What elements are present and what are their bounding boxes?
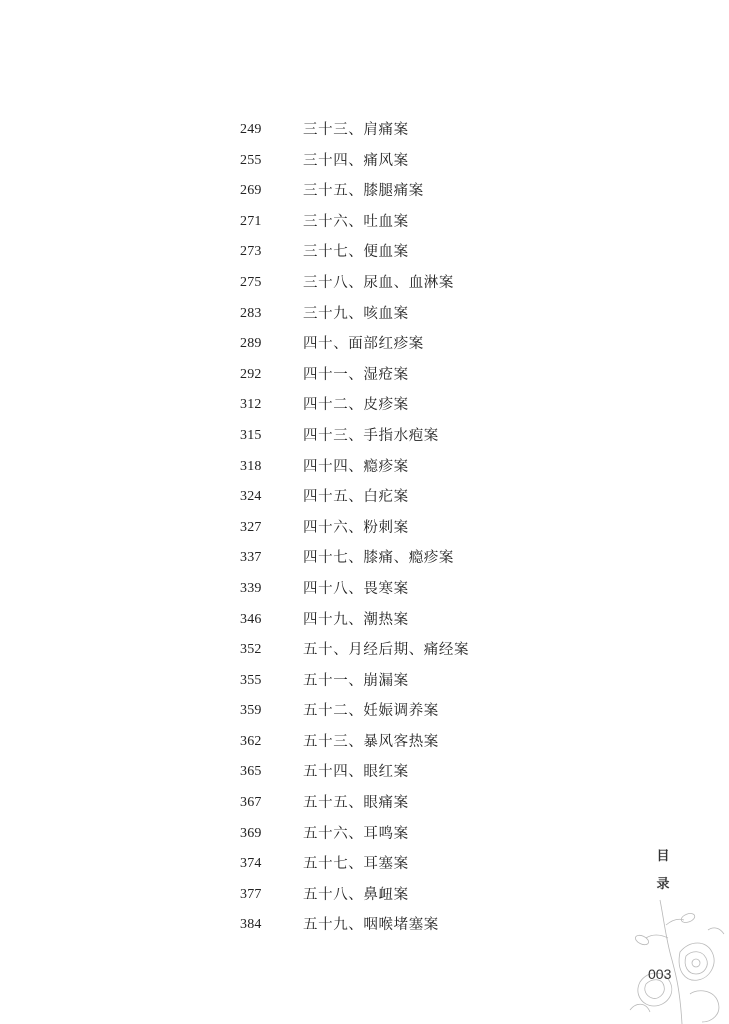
toc-title: 四十七、膝痛、瘾疹案 [303,550,454,567]
toc-page-number: 292 [240,366,262,382]
toc-page-number: 273 [240,244,262,260]
toc-entry[interactable] [240,421,660,452]
toc-page-number: 374 [240,856,262,872]
toc-title: 五十一、崩漏案 [303,672,409,689]
section-label-char: 录 [656,877,670,892]
toc-page-number: 312 [240,397,262,413]
toc-title: 四十六、粉刺案 [303,519,409,536]
toc-title: 三十三、肩痛案 [303,122,409,138]
toc-page-number: 283 [240,305,262,321]
section-label-char: 目 [656,849,670,864]
toc-page-number: 384 [240,917,262,933]
toc-title: 三十九、咳血案 [303,305,409,322]
toc-title: 四十五、白疕案 [303,489,409,506]
toc-entry[interactable] [240,757,660,788]
table-of-contents [240,115,660,941]
toc-title: 三十五、膝腿痛案 [303,183,424,200]
toc-entry[interactable] [240,727,660,758]
toc-entry[interactable] [240,207,660,238]
toc-entry[interactable] [240,360,660,391]
toc-title: 五十三、暴风客热案 [303,733,439,750]
toc-page-number: 339 [240,580,262,596]
toc-title: 五十、月经后期、痛经案 [303,642,470,659]
toc-title: 五十二、妊娠调养案 [303,703,439,720]
toc-title: 四十、面部红疹案 [303,336,424,353]
toc-title: 三十七、便血案 [303,244,409,261]
toc-entry[interactable] [240,666,660,697]
toc-entry[interactable] [240,605,660,636]
toc-entry[interactable] [240,115,660,146]
toc-entry[interactable] [240,788,660,819]
toc-entry[interactable] [240,880,660,911]
toc-entry[interactable] [240,482,660,513]
toc-page-number: 249 [240,122,262,137]
toc-title: 四十二、皮疹案 [303,397,409,414]
toc-entry[interactable] [240,849,660,880]
toc-page-number: 271 [240,213,262,229]
toc-title: 五十四、眼红案 [303,764,409,781]
toc-entry[interactable] [240,237,660,268]
toc-entry[interactable] [240,268,660,299]
toc-title: 四十三、手指水疱案 [303,427,439,444]
toc-entry[interactable] [240,146,660,177]
toc-page-number: 365 [240,764,262,780]
toc-title: 五十八、鼻衄案 [303,886,409,903]
toc-title: 四十八、畏寒案 [303,580,409,597]
toc-title: 三十四、痛风案 [303,152,409,169]
toc-page-number: 318 [240,458,262,474]
page-number: 003 [648,966,672,982]
toc-page-number: 289 [240,336,262,352]
toc-entry[interactable] [240,513,660,544]
toc-entry[interactable] [240,329,660,360]
toc-page-number: 377 [240,886,262,902]
toc-entry[interactable] [240,452,660,483]
toc-entry[interactable] [240,696,660,727]
toc-page-number: 337 [240,550,262,566]
toc-page-number: 255 [240,152,262,168]
toc-page-number: 359 [240,703,262,719]
toc-entry[interactable] [240,176,660,207]
toc-page-number: 352 [240,642,262,658]
toc-title: 五十九、咽喉堵塞案 [303,917,439,934]
toc-entry[interactable] [240,574,660,605]
toc-page-number: 327 [240,519,262,535]
toc-page-number: 315 [240,427,262,443]
toc-title: 三十八、尿血、血淋案 [303,274,454,291]
toc-page-number: 324 [240,489,262,505]
toc-title: 四十一、湿疮案 [303,366,409,383]
toc-entry[interactable] [240,910,660,941]
toc-entry[interactable] [240,819,660,850]
toc-page-number: 346 [240,611,262,627]
toc-entry[interactable] [240,543,660,574]
toc-title: 四十四、瘾疹案 [303,458,409,475]
flower-decoration-icon [620,890,729,1024]
toc-entry[interactable] [240,299,660,330]
toc-entry[interactable] [240,390,660,421]
toc-page-number: 367 [240,795,262,811]
toc-page-number: 275 [240,274,262,290]
toc-title: 四十九、潮热案 [303,611,409,628]
toc-title: 五十六、耳鸣案 [303,825,409,842]
toc-entry[interactable] [240,635,660,666]
toc-title: 五十七、耳塞案 [303,856,409,873]
toc-title: 五十五、眼痛案 [303,795,409,812]
toc-page-number: 369 [240,825,262,841]
toc-page-number: 355 [240,672,262,688]
toc-page-number: 362 [240,733,262,749]
toc-page-number: 269 [240,183,262,199]
toc-title: 三十六、吐血案 [303,213,409,230]
